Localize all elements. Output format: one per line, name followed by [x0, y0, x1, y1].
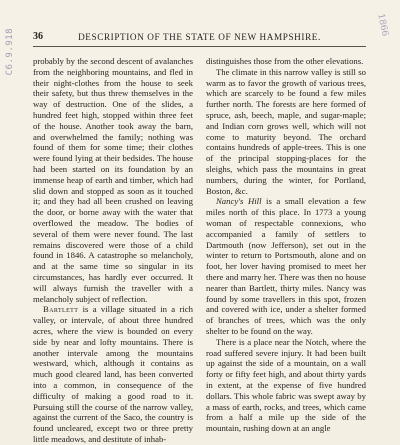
paragraph-text: is a small elevation a few miles north of this place. In 1773 a young woman of respectable connexions, who accompanied a family of settlers to Dartmouth (now Jefferson), set out in the winter to return to Portsmouth, alone and on foot, her lover having promised to meet her there and marry her. There was then no house nearer than Bartlett, thirty miles. Nancy was found by some travellers in this spot, frozen and covered with ice, under a shelter formed of branches of trees, which was the only shelter to be found on the way.: [206, 196, 366, 336]
page-header: [33, 28, 366, 47]
place-name: Nancy's Hill: [216, 196, 262, 207]
place-name: Bartlett: [43, 304, 79, 315]
page-number: 36: [33, 31, 43, 42]
paragraph: distinguishes those from the other elevations.: [206, 56, 364, 66]
right-column: [206, 56, 366, 434]
library-stamp: C6.9.918: [5, 28, 15, 76]
running-title: DESCRIPTION OF THE STATE OF NEW HAMPSHIRE.: [78, 32, 321, 42]
handwritten-year: 1866: [375, 12, 390, 38]
page-body: [33, 56, 366, 444]
paragraph: probably by the second descent of avalanches from the neighboring mountains, and fled in their night-clothes from the house to seek their safety, but thus threw themselves in the way of destruction. One of the slides, a hundred feet high, stopped within three feet of the house. Another took away the barn, and overwhelmed the family; nothing was found of them for some time; their clothes were found lying at their bedsides. The house had been started on its foundation by an immense heap of earth and timber, which had slid down and stopped as soon as it touched it; and they had all been crushed on leaving the door, or borne away with the water that overflowed the meadow. The bodies of several of them were never found. The last remains discovered were those of a child found in 1846. A catastrophe so melancholy, and at the same time so singular in its circumstances, has hardly ever occurred. It will always furnish the traveller with a melancholy subject of reflection.: [33, 56, 193, 304]
paragraph: The climate in this narrow valley is still so warm as to favor the growth of various trees, which are scarcely to be found a few miles further north. The forests are here formed of spruce, ash, beech, maple, and sugar-maple; and Indian corn grows well, which will not come to maturity beyond. The orchard contains hundreds of apple-trees. This is one of the principal stopping-places for the sleighs, which pass the mountains in great numbers, during the winter, for Portland, Boston, &c.: [206, 66, 366, 196]
paragraph: [206, 196, 366, 336]
paragraph: There is a place near the Notch, where the road suffered severe injury. It had been built up against the side of a mountain, on a wall forty or fifty feet high, and about thirty yards in extent, at the expense of five hundred dollars. This whole fabric was swept away by a mass of earth, rocks, and trees, which came from a half a mile up the side of the mountain, rushing down at an angle: [206, 336, 366, 434]
paragraph-text: is a village situated in a rich valley, or intervale, of about three hundred acres, where the view is bounded on every side by near and lofty mountains. There is another intervale among the mountains westward, which, although it contains as much good cleared land, has been converted into a common, in consequence of the difficulty of making a good road to it. Pursuing still the course of the narrow valley, against the current of the Saco, the country is found uncleared, except two or three pretty little meadows, and destitute of inhab-: [33, 304, 193, 444]
paragraph: [33, 304, 193, 444]
left-column: [33, 56, 193, 445]
